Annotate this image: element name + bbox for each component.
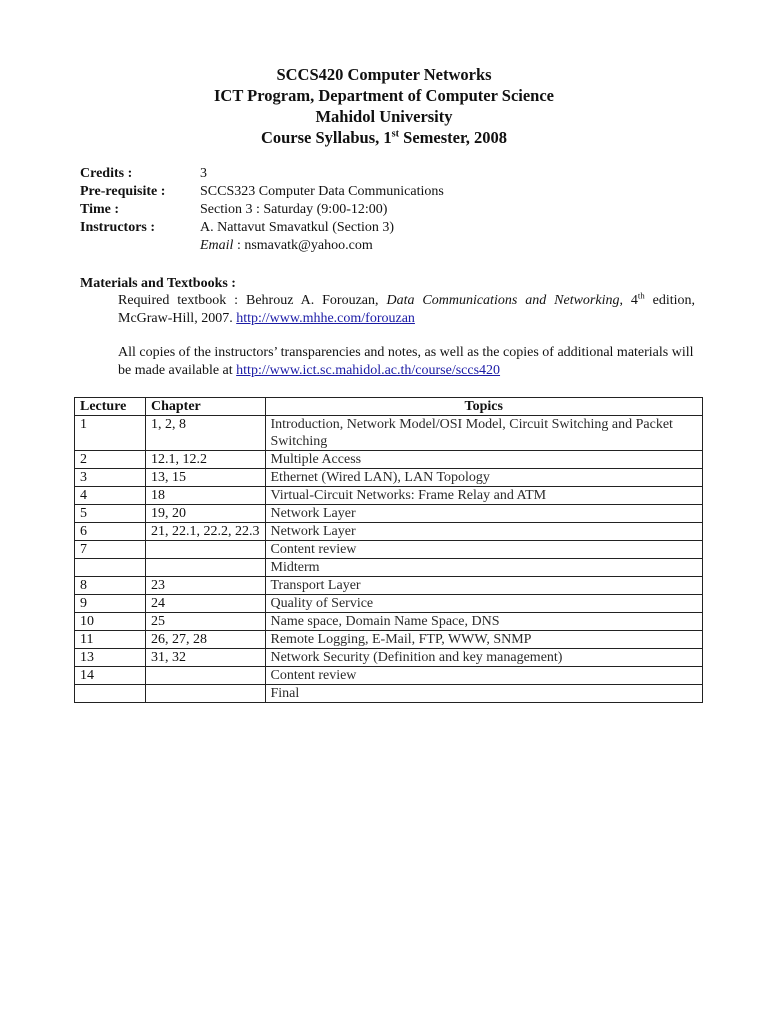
chapter-cell: 26, 27, 28 (146, 631, 266, 649)
lecture-cell: 7 (75, 541, 146, 559)
table-row (75, 505, 703, 523)
syllabus-title-sup: st (391, 128, 400, 140)
copies-text: All copies of the instructors’ transparencies and notes, as well as the copies of additional materials will be made available at (118, 345, 694, 378)
topic-cell: Network Security (Definition and key management) (265, 649, 703, 667)
lecture-column-header: Lecture (75, 398, 146, 416)
syllabus-title (0, 127, 768, 148)
table-row (75, 595, 703, 613)
chapter-cell: 12.1, 12.2 (146, 451, 266, 469)
chapter-column-header: Chapter (146, 398, 266, 416)
course-website-link[interactable]: http://www.ict.sc.mahidol.ac.th/course/sccs420 (236, 363, 501, 378)
chapter-cell (146, 667, 266, 685)
topics-column-header: Topics (265, 398, 703, 416)
chapter-cell (146, 541, 266, 559)
prerequisite-value: SCCS323 Computer Data Communications (200, 184, 444, 199)
lecture-cell: 13 (75, 649, 146, 667)
chapter-cell: 21, 22.1, 22.2, 22.3 (146, 523, 266, 541)
course-title: SCCS420 Computer Networks (276, 65, 492, 84)
instructors-row (80, 219, 444, 237)
time-label: Time : (80, 202, 120, 217)
program-title: ICT Program, Department of Computer Science (213, 86, 555, 105)
textbook-paragraph (118, 292, 695, 328)
lecture-cell: 9 (75, 595, 146, 613)
email-row (80, 237, 444, 255)
table-row (75, 416, 703, 451)
chapter-cell: 1, 2, 8 (146, 416, 266, 451)
lecture-cell: 1 (75, 416, 146, 451)
chapter-cell: 18 (146, 487, 266, 505)
table-row (75, 577, 703, 595)
table-row (75, 613, 703, 631)
lecture-schedule-table (74, 397, 703, 703)
topic-cell: Content review (265, 667, 703, 685)
table-row (75, 685, 703, 703)
topic-cell: Introduction, Network Model/OSI Model, Circuit Switching and Packet Switching (265, 416, 703, 451)
credits-row (80, 165, 444, 183)
topic-cell: Name space, Domain Name Space, DNS (265, 613, 703, 631)
credits-value: 3 (200, 166, 207, 181)
table-row (75, 541, 703, 559)
chapter-cell: 24 (146, 595, 266, 613)
textbook-title: Data Communications and Networking (386, 293, 620, 308)
syllabus-title-post: Semester, 2008 (399, 128, 508, 147)
time-row (80, 201, 444, 219)
lecture-cell (75, 685, 146, 703)
table-row (75, 559, 703, 577)
table-header-row (75, 398, 703, 416)
topic-cell: Virtual-Circuit Networks: Frame Relay and ATM (265, 487, 703, 505)
chapter-cell (146, 685, 266, 703)
chapter-cell: 13, 15 (146, 469, 266, 487)
table-row (75, 469, 703, 487)
lecture-cell: 2 (75, 451, 146, 469)
time-value: Section 3 : Saturday (9:00-12:00) (200, 202, 388, 217)
table-row (75, 487, 703, 505)
lecture-cell (75, 559, 146, 577)
instructors-value: A. Nattavut Smavatkul (Section 3) (200, 220, 395, 235)
prerequisite-row (80, 183, 444, 201)
materials-heading: Materials and Textbooks : (80, 276, 236, 291)
chapter-cell: 25 (146, 613, 266, 631)
textbook-intro: Required textbook : Behrouz A. Forouzan, (118, 293, 387, 308)
textbook-publisher: edition, McGraw-Hill, 2007. (118, 293, 695, 326)
topic-cell: Remote Logging, E-Mail, FTP, WWW, SNMP (265, 631, 703, 649)
email-label: Email (200, 238, 234, 253)
topic-cell: Network Layer (265, 505, 703, 523)
lecture-cell: 8 (75, 577, 146, 595)
lecture-cell: 10 (75, 613, 146, 631)
topic-cell: Midterm (265, 559, 703, 577)
university-title: Mahidol University (315, 107, 453, 126)
table-row (75, 451, 703, 469)
table-row (75, 667, 703, 685)
chapter-cell: 19, 20 (146, 505, 266, 523)
topic-cell: Content review (265, 541, 703, 559)
topic-cell: Quality of Service (265, 595, 703, 613)
credits-label: Credits : (80, 166, 133, 181)
table-row (75, 523, 703, 541)
lecture-cell: 11 (75, 631, 146, 649)
document-header (0, 64, 768, 148)
topic-cell: Multiple Access (265, 451, 703, 469)
chapter-cell (146, 559, 266, 577)
email-address: : nsmavatk@yahoo.com (233, 238, 373, 253)
copies-paragraph (118, 344, 695, 380)
topic-cell: Transport Layer (265, 577, 703, 595)
topic-cell: Final (265, 685, 703, 703)
prerequisite-label: Pre-requisite : (80, 184, 166, 199)
lecture-cell: 6 (75, 523, 146, 541)
table-row (75, 649, 703, 667)
textbook-edition-sup: th (637, 290, 645, 301)
chapter-cell: 23 (146, 577, 266, 595)
email-value (200, 237, 373, 255)
textbook-edition: , 4 (619, 293, 638, 308)
textbook-link[interactable]: http://www.mhhe.com/forouzan (236, 311, 415, 326)
instructors-label: Instructors : (80, 220, 156, 235)
table-row (75, 631, 703, 649)
lecture-cell: 14 (75, 667, 146, 685)
syllabus-title-pre: Course Syllabus, 1 (260, 128, 392, 147)
lecture-cell: 5 (75, 505, 146, 523)
lecture-cell: 3 (75, 469, 146, 487)
chapter-cell: 31, 32 (146, 649, 266, 667)
topic-cell: Network Layer (265, 523, 703, 541)
topic-cell: Ethernet (Wired LAN), LAN Topology (265, 469, 703, 487)
course-info (80, 165, 444, 255)
lecture-cell: 4 (75, 487, 146, 505)
